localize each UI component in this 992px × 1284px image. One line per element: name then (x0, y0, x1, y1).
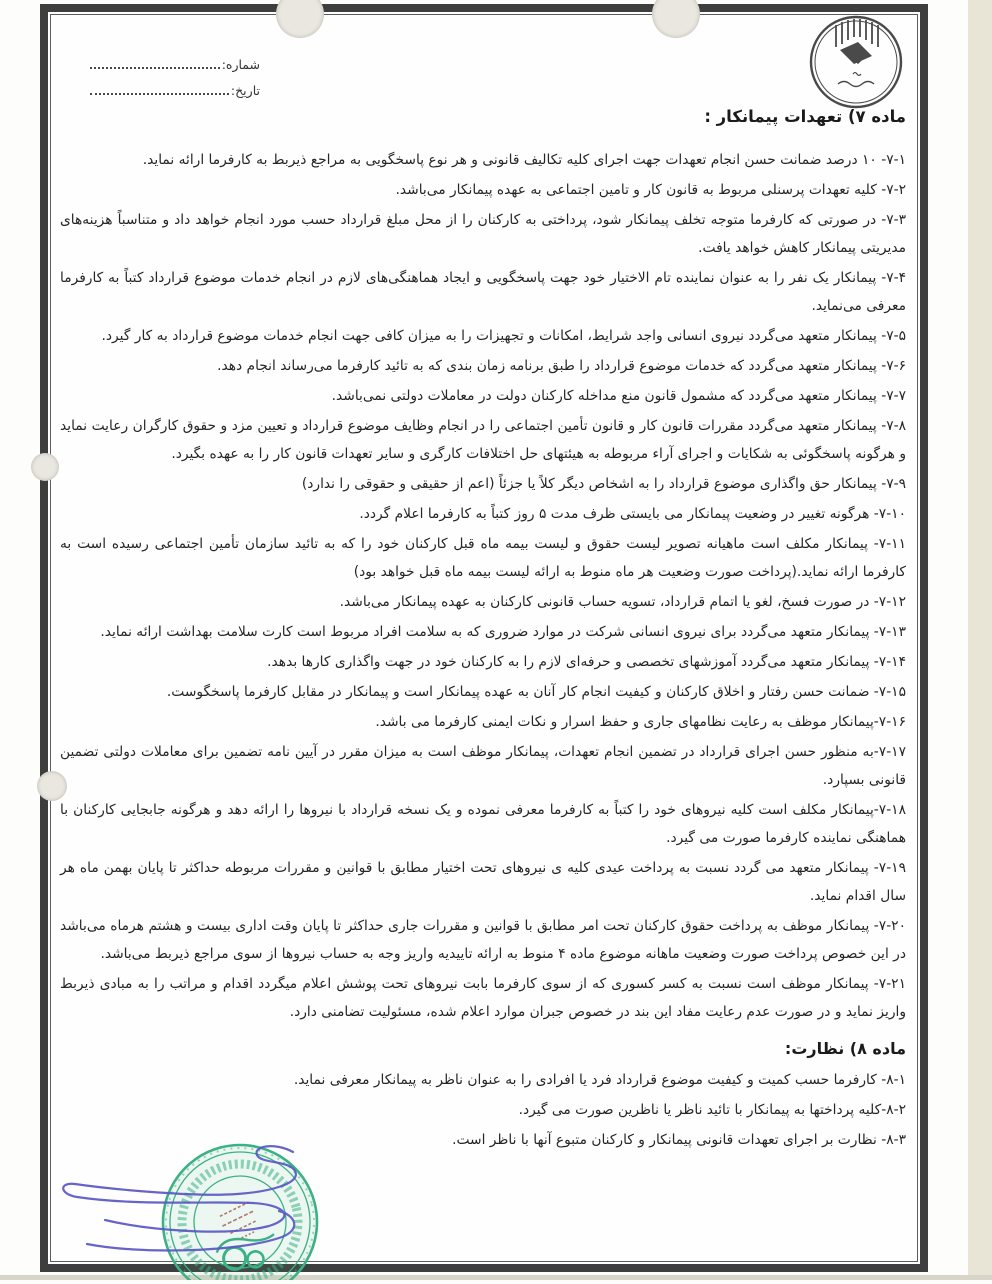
clause-7-11: ۷-۱۱- پیمانکار مکلف است ماهیانه تصویر لیست حقوق و لیست بیمه ماه قبل کارکنان خود را که به تائید سازمان تأمین اجتماعی رسیده است به کارفرما ارائه نماید.(پرداخت صورت وضعیت هر ماه منوط به ارائه لیست بیمه ماه قبل خواهد بود) (60, 536, 906, 580)
clause-8-1: ۸-۱- کارفرما حسب کمیت و کیفیت موضوع قرارداد فرد یا افرادی را به عنوان ناظر به پیمانکار معرفی نماید. (293, 1072, 906, 1088)
clause-7-1: ۷-۱- ۱۰ درصد ضمانت حسن انجام تعهدات جهت اجرای کلیه تکالیف قانونی و هر نوع پاسخگویی به مراجع ذیربط به کارفرما ارائه نماید. (142, 152, 906, 168)
clause-7-6: ۷-۶- پیمانکار متعهد می‌گردد که خدمات موضوع قرارداد را طبق برنامه زمان بندی که به تائید کارفرما می‌رساند انجام دهد. (217, 358, 906, 374)
clause-7-4: ۷-۴- پیمانکار یک نفر را به عنوان نماینده تام الاختیار خود جهت پاسخگویی و ایجاد هماهنگی‌های لازم در انجام خدمات موضوع قرارداد کتباً به کارفرما معرفی می‌نماید. (60, 270, 906, 314)
clause-7-18: ۷-۱۸-پیمانکار مکلف است کلیه نیروهای خود را کتباً به کارفرما معرفی نموده و یک نسخه قرارداد با نیروها را ارائه دهد و هرگونه جابجایی کارکنان با هماهنگی نماینده کارفرما صورت می گیرد. (60, 802, 906, 846)
clause-7-5: ۷-۵- پیمانکار متعهد می‌گردد نیروی انسانی واجد شرایط، امکانات و تجهیزات را به میزان کافی جهت انجام خدمات موضوع قرارداد به کار گیرد. (101, 328, 906, 344)
clause-7-13: ۷-۱۳- پیمانکار متعهد می‌گردد برای نیروی انسانی شرکت در موارد ضروری که به سلامت افراد مربوط است کارت سلامت بهداشت ارائه نماید. (100, 624, 906, 640)
number-label: شماره: (221, 57, 260, 72)
clause-7-19: ۷-۱۹- پیمانکار متعهد می گردد نسبت به پرداخت عیدی کلیه ی نیروهای تحت اختیار مطابق با قوانین و مقررات مربوطه حداکثر تا پایان بهمن ماه هر سال اقدام نماید. (60, 860, 906, 904)
clause-7-17: ۷-۱۷-به منظور حسن اجرای قرارداد در تضمین انجام تعهدات، پیمانکار موظف است به میزان مقرر در آیین نامه تضمین برای معاملات دولتی تضمین قانونی بسپارد. (60, 744, 906, 788)
header-fields (90, 46, 260, 98)
clause-8-2: ۸-۲-کلیه پرداختها به پیمانکار با تائید ناظر یا ناظرین صورت می گیرد. (518, 1102, 906, 1118)
clause-8-3: ۸-۳- نظارت بر اجرای تعهدات قانونی پیمانکار و کارکنان متبوع آنها با ناظر است. (452, 1132, 906, 1148)
date-field (90, 72, 260, 98)
clause-7-3: ۷-۳- در صورتی که کارفرما متوجه تخلف پیمانکار شود، پرداختی به کارکنان را از محل مبلغ قرارداد حسب مورد انجام خواهد داد و متناسباً هزینه‌های مدیریتی پیمانکار کاهش خواهد یافت. (60, 212, 906, 256)
clause-7-2: ۷-۲- کلیه تعهدات پرسنلی مربوط به قانون کار و تامین اجتماعی به عهده پیمانکار می‌باشد. (395, 182, 906, 198)
signature (55, 1138, 365, 1267)
clause-7-15: ۷-۱۵- ضمانت حسن رفتار و اخلاق کارکنان و کیفیت انجام کار آنان به عهده پیمانکار است و پیمانکار در مقابل کارفرما پاسخگوست. (166, 684, 906, 700)
clause-7-7: ۷-۷- پیمانکار متعهد می‌گردد که مشمول قانون منع مداخله کارکنان دولت در معاملات دولتی نمی‌باشد. (331, 388, 906, 404)
clause-7-10: ۷-۱۰- هرگونه تغییر در وضعیت پیمانکار می بایستی ظرف مدت ۵ روز کتباً به کارفرما اعلام گردد. (359, 506, 906, 522)
punch-hole-left-upper (31, 453, 59, 481)
clause-7-16: ۷-۱۶-پیمانکار موظف به رعایت نظامهای جاری و حفظ اسرار و نکات ایمنی کارفرما می باشد. (375, 714, 906, 730)
clause-7-12: ۷-۱۲- در صورت فسخ، لغو یا اتمام قرارداد، تسویه حساب قانونی کارکنان به عهده پیمانکار می‌باشد. (339, 594, 906, 610)
scan-background-right (968, 0, 992, 1280)
clause-7-8: ۷-۸- پیمانکار متعهد می‌گردد مقررات قانون کار و قانون تأمین اجتماعی را در انجام وظایف موضوع قرارداد و تعیین مزد و حقوق کارگران رعایت نماید و هرگونه پاسخگوئی به شکایات و اجرای آراء مربوطه به هیئتهای حل اختلافات کارگری و سایر تعهدات قانون کار را به عهده بگیرد. (60, 418, 906, 462)
date-dotted-line (90, 92, 229, 95)
date-label: تاریخ: (230, 83, 260, 98)
handwritten-signature-icon (55, 1138, 365, 1263)
clause-7-14: ۷-۱۴- پیمانکار متعهد می‌گردد آموزشهای تخصصی و حرفه‌ای لازم را به کارکنان خود در جهت واگذاری کارها بدهد. (267, 654, 906, 670)
organization-logo (806, 12, 906, 116)
punch-hole-left-lower (37, 771, 67, 801)
contract-body (60, 104, 906, 1156)
clause-7-21: ۷-۲۱- پیمانکار موظف است نسبت به کسر کسوری که از سوی کارفرما بابت نیروهای تحت پوشش اعلام میگردد اقدام و مراتب را به مبادی ذیربط واریز نماید و در صورت عدم رعایت مفاد این بند در خصوص جبران موارد اعلام شده، مسئولیت تضامنی دارد. (60, 976, 906, 1020)
clause-7-20: ۷-۲۰- پیمانکار موظف به پرداخت حقوق کارکنان تحت امر مطابق با قوانین و مقررات جاری حداکثر تا پایان وقت اداری بیست و هشتم هرماه می‌باشد در این خصوص پرداخت صورت وضعیت ماهانه موضوع ماده ۴ منوط به ارائه تاییدیه واریز وجه به حساب نیروها از سوی مراجع ذیربط می‌باشد. (60, 918, 906, 962)
number-dotted-line (90, 66, 220, 69)
number-field (90, 46, 260, 72)
article7-title: ماده ۷) تعهدات پیمانکار : (704, 107, 906, 126)
organization-emblem-icon (806, 12, 906, 112)
clause-7-9: ۷-۹- پیمانکار حق واگذاری موضوع قرارداد را به اشخاص دیگر کلاً یا جزئاً (اعم از حقیقی و حقوقی را ندارد) (301, 476, 906, 492)
article8-title: ماده ۸) نظارت: (784, 1039, 906, 1058)
